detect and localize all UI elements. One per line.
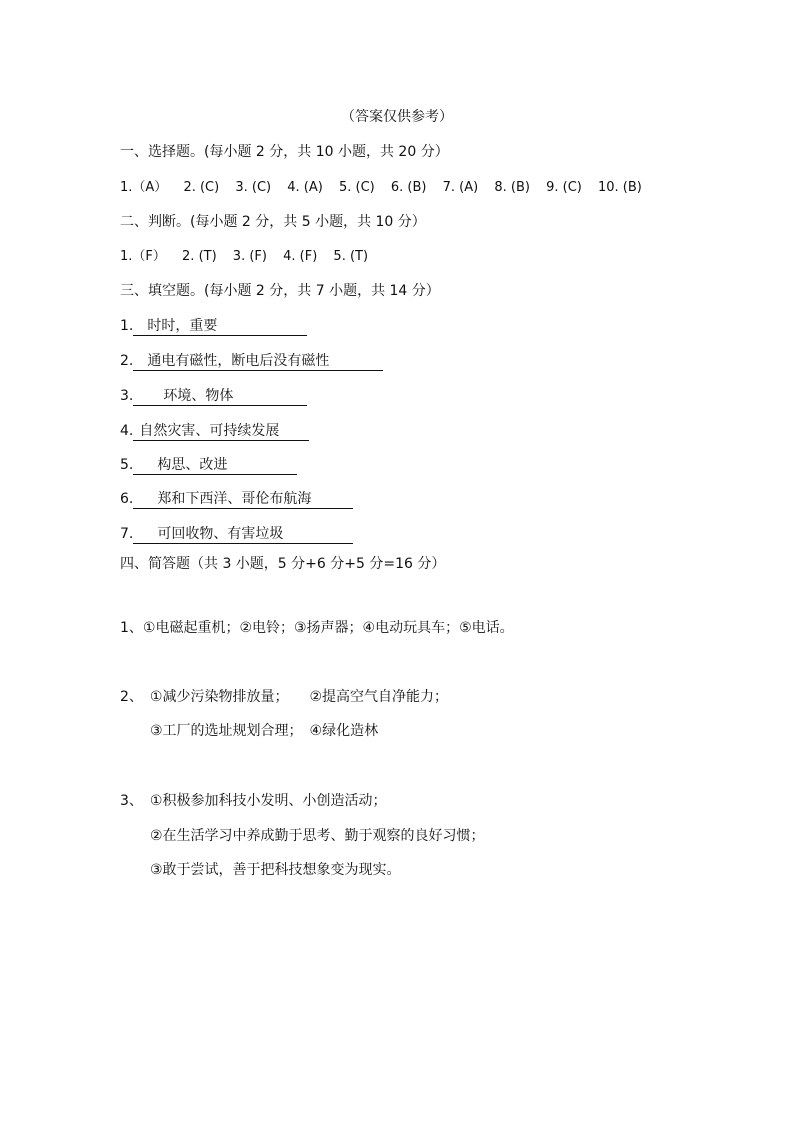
fill-item-answer: 郑和下西洋、哥伦布航海 xyxy=(133,490,353,509)
fill-item-number: 5. xyxy=(120,457,134,473)
fill-item-answer: 环境、物体 xyxy=(133,387,307,406)
fill-item-number: 4. xyxy=(120,423,134,439)
fill-item-answer: 自然灾害、可持续发展 xyxy=(133,422,309,441)
short-answer-3-line-3: ③敢于尝试，善于把科技想象变为现实。 xyxy=(150,862,401,878)
judge-answer-1: 1.（F） xyxy=(120,249,166,264)
section-2-heading: 二、判断。(每小题 2 分，共 5 小题，共 10 分） xyxy=(120,214,426,230)
fill-item-answer: 时时，重要 xyxy=(133,317,307,336)
short-answer-2-line-1: 2、 ①减少污染物排放量； ②提高空气自净能力； xyxy=(120,689,449,705)
fill-item-answer: 可回收物、有害垃圾 xyxy=(133,525,353,544)
judge-answer-4: 4. (F) xyxy=(283,249,318,264)
choice-answer-7: 7. (A) xyxy=(442,180,479,195)
section-3-heading: 三、填空题。(每小题 2 分，共 7 小题，共 14 分） xyxy=(120,283,440,299)
choice-answer-1: 1.（A） xyxy=(120,180,168,195)
choice-answer-9: 9. (C) xyxy=(546,180,582,195)
short-answer-1: 1、①电磁起重机；②电铃；③扬声器；④电动玩具车；⑤电话。 xyxy=(120,620,514,636)
short-answer-2-line-2: ③工厂的选址规划合理； ④绿化造林 xyxy=(150,723,379,739)
short-answer-3-line-1: 3、 ①积极参加科技小发明、小创造活动； xyxy=(120,793,387,809)
section-4-heading: 四、简答题（共 3 小题，5 分+6 分+5 分=16 分） xyxy=(120,556,446,572)
choice-answer-2: 2. (C) xyxy=(183,180,220,195)
choice-answer-6: 6. (B) xyxy=(390,180,427,195)
fill-item-7 xyxy=(120,524,353,544)
section-1-heading: 一、选择题。(每小题 2 分，共 10 小题，共 20 分） xyxy=(120,144,449,160)
section-1-answers xyxy=(120,178,654,198)
choice-answer-5: 5. (C) xyxy=(338,180,375,195)
fill-item-number: 2. xyxy=(120,353,134,369)
judge-answer-2: 2. (T) xyxy=(182,249,217,264)
fill-item-number: 7. xyxy=(120,526,134,542)
fill-item-4 xyxy=(120,421,309,441)
fill-item-6 xyxy=(120,489,353,509)
choice-answer-10: 10. (B) xyxy=(598,180,642,195)
fill-item-5 xyxy=(120,455,297,475)
judge-answer-3: 3. (F) xyxy=(232,249,267,264)
fill-item-answer: 构思、改进 xyxy=(133,456,297,475)
fill-item-number: 6. xyxy=(120,491,134,507)
choice-answer-4: 4. (A) xyxy=(287,180,323,195)
short-answer-3-line-2: ②在生活学习中养成勤于思考、勤于观察的良好习惯； xyxy=(150,828,485,844)
fill-item-1 xyxy=(120,316,307,336)
fill-item-2 xyxy=(120,351,383,371)
choice-answer-8: 8. (B) xyxy=(494,180,530,195)
section-2-answers xyxy=(120,247,380,267)
fill-item-number: 1. xyxy=(120,318,134,334)
fill-item-answer: 通电有磁性，断电后没有磁性 xyxy=(133,352,383,371)
page-title: （答案仅供参考） xyxy=(341,109,453,125)
fill-item-number: 3. xyxy=(120,388,134,404)
fill-item-3 xyxy=(120,386,307,406)
choice-answer-3: 3. (C) xyxy=(235,180,272,195)
judge-answer-5: 5. (T) xyxy=(333,249,369,264)
